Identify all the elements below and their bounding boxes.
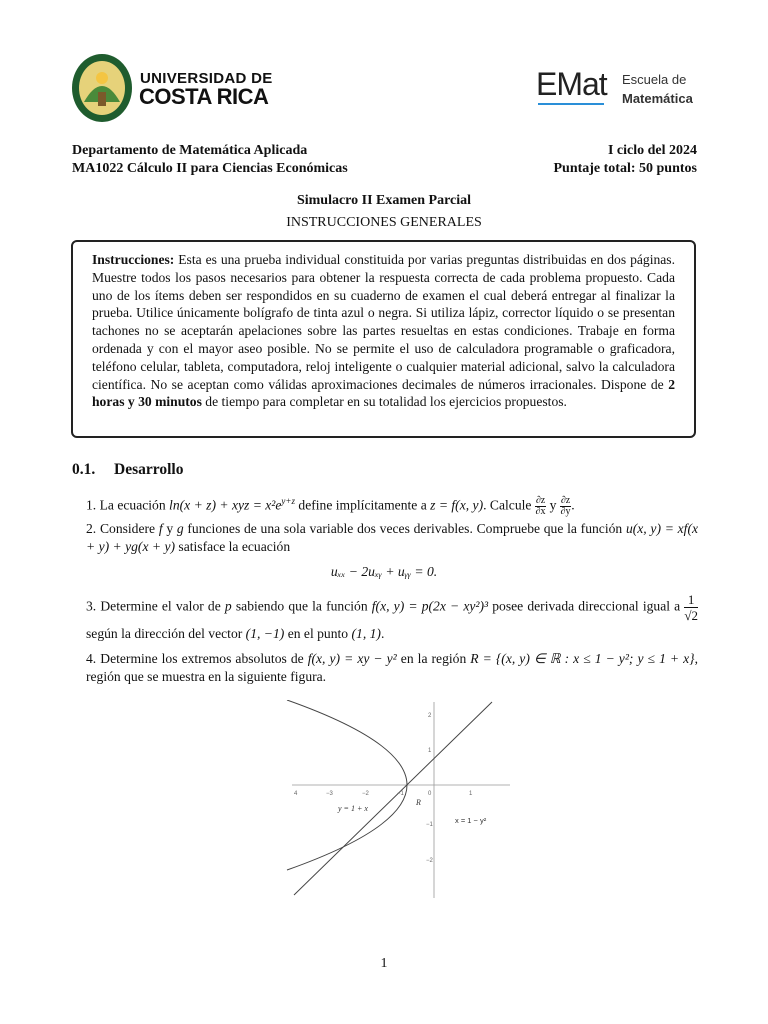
label-line: y = 1 + x: [338, 804, 368, 813]
ucr-wordmark-line1: UNIVERSIDAD DE: [140, 70, 273, 87]
ucr-wordmark-line2: COSTA RICA: [139, 84, 269, 109]
problem-2-equation: uₓₓ − 2uₓᵧ + uᵧᵧ = 0.: [330, 564, 438, 579]
section-title: Desarrollo: [114, 461, 184, 478]
region-figure: [282, 700, 512, 900]
exam-title: Simulacro II Examen Parcial: [296, 193, 472, 208]
x-tick: −1: [397, 791, 404, 797]
problem-4: 4. Determine los extremos absolutos de f(x, y) = xy − y² en la región R = {(x, y) ∈ ℝ : x ≤ 1 − y²; y ≤ 1 + x}, región que se muestra en la siguiente figura.: [86, 651, 698, 684]
problem-3-number: 3.: [86, 598, 97, 614]
cycle: I ciclo del 2024: [607, 143, 697, 158]
instructions-body-a: Esta es una prueba individual constituida por varias preguntas distribuidas en dos páginas. Muestre todos los pasos necesarios para obtener la respuesta correcta de cada problema propuesto. Cada uno de los ítems deben ser respondidos en su cuaderno de examen el cual deberá entregar al finalizar la prueba. Utilice únicamente bolígrafo de tinta azul o negra. Si utiliza lápiz, corrector líquido o se presentan tachones no se aceptarán apelaciones sobre las partes resueltas en estas condiciones. Trabaje en forma ordenada y con el mayor aseo posible. No se permite el uso de calculadora programable o graficadora, teléfono celular, tableta, computadora, reloj inteligente o cualquier material adicional, salvo la calculadora científica. No se aceptan como válidas aproximaciones decimales de números irracionales. Dispone de: [92, 252, 675, 392]
one-over-sqrt2: $\frac{1}{√2}$: [684, 592, 698, 623]
label-parabola: x = 1 − y²: [455, 816, 487, 825]
department: Departamento de Matemática Aplicada: [72, 143, 308, 158]
partial-z-y: $\frac{\partial z}{\partial y}$: [560, 494, 571, 517]
problem-4-number: 4.: [86, 651, 97, 666]
course: MA1022 Cálculo II para Ciencias Económicas: [72, 161, 348, 176]
instructions-body-b: de tiempo para completar en su totalidad los ejercicios propuestos.: [201, 394, 567, 410]
x-tick: 0: [428, 791, 432, 797]
x-tick: 4: [294, 791, 298, 797]
page-number: 1: [380, 956, 388, 971]
instructions-box: [71, 240, 696, 438]
emat-logo: EMat: [536, 66, 607, 102]
section-number: 0.1.: [72, 461, 96, 478]
escuela-line2: Matemática: [622, 91, 693, 106]
x-tick: 1: [469, 791, 473, 797]
problem-2: 2. Considere f y g funciones de una sola variable dos veces derivables. Compruebe que la función u(x, y) = xf(x + y) + yg(x + y) satisface la ecuación: [86, 521, 699, 554]
y-tick: 2: [428, 713, 432, 719]
problem-1-number: 1.: [86, 497, 97, 513]
instructions-text: [92, 251, 675, 411]
y-tick: −2: [426, 858, 433, 864]
y-tick: 1: [428, 748, 432, 754]
escuela-line1: Escuela de: [622, 72, 687, 87]
problem-2-number: 2.: [86, 521, 97, 536]
emat-underline: [538, 103, 604, 105]
line-curve: [294, 702, 492, 895]
exam-subtitle: INSTRUCCIONES GENERALES: [286, 215, 482, 230]
x-tick: −3: [326, 791, 333, 797]
instructions-time: 2 horas y 30 minutos: [92, 376, 675, 410]
total-points: Puntaje total: 50 puntos: [553, 161, 697, 176]
problem-1: 1. La ecuación ln(x + z) + xyz = $x^2e^{y+z}$ define implícitamente a z = f(x, y). Calcule $\frac{\partial z}{\partial x}$ y $\frac{\partial z}{\partial y}$ .: [86, 494, 575, 517]
y-tick: −1: [426, 822, 433, 828]
x-tick: −2: [362, 791, 369, 797]
partial-z-x: $\frac{\partial z}{\partial x}$: [535, 494, 546, 517]
label-region: R: [416, 798, 421, 807]
instructions-label: Instrucciones:: [92, 252, 175, 267]
ucr-seal: [70, 52, 134, 124]
problem-3: 3. Determine el valor de p sabiendo que la función f(x, y) = p(2x − xy²)³ posee derivada direccional igual a $\frac{1}{√2}$ según la dirección del vector (1, −1) en el punto (1, 1).: [86, 592, 698, 641]
